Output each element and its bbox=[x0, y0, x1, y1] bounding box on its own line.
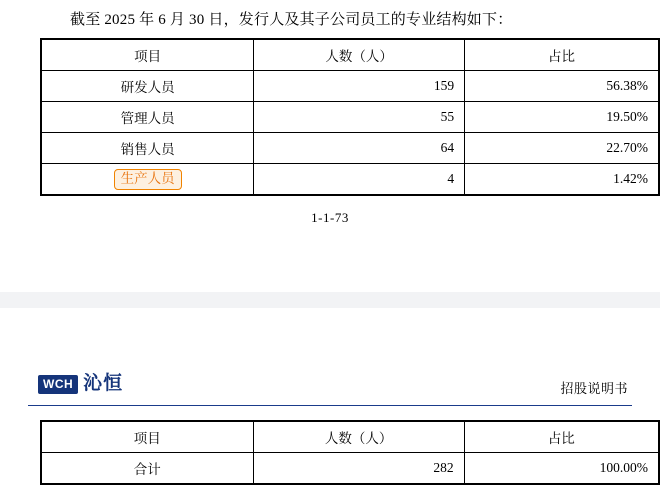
logo-mark-icon: WCH bbox=[38, 375, 78, 394]
highlight-chip: 生产人员 bbox=[114, 169, 182, 190]
cell-item: 管理人员 bbox=[41, 102, 254, 133]
cell-item: 合计 bbox=[41, 453, 253, 485]
header-divider bbox=[28, 405, 632, 406]
table-row bbox=[41, 133, 659, 164]
professional-structure-table bbox=[40, 38, 660, 196]
table-row bbox=[41, 71, 659, 102]
table-header-row bbox=[41, 39, 659, 71]
cell-percent: 1.42% bbox=[465, 164, 659, 196]
intro-paragraph: 截至 2025 年 6 月 30 日，发行人及其子公司员工的专业结构如下： bbox=[70, 12, 513, 28]
cell-item-highlighted bbox=[41, 164, 254, 196]
page-number: 1-1-73 bbox=[311, 210, 349, 225]
table-row-highlighted bbox=[41, 164, 659, 196]
cell-percent: 22.70% bbox=[465, 133, 659, 164]
header-cell-count: 人数（人） bbox=[254, 39, 465, 71]
cell-count: 4 bbox=[254, 164, 465, 196]
header-cell-percent: 占比 bbox=[464, 421, 659, 453]
table-header-row bbox=[41, 421, 659, 453]
page-separator bbox=[0, 292, 660, 308]
header-document-label: 招股说明书 bbox=[560, 381, 628, 396]
table-row-total bbox=[41, 453, 659, 485]
header-cell-count: 人数（人） bbox=[253, 421, 464, 453]
cell-count: 55 bbox=[254, 102, 465, 133]
cell-percent: 56.38% bbox=[465, 71, 659, 102]
cell-count: 159 bbox=[254, 71, 465, 102]
header-cell-percent: 占比 bbox=[465, 39, 659, 71]
cell-count: 64 bbox=[254, 133, 465, 164]
table-row bbox=[41, 102, 659, 133]
cell-item: 销售人员 bbox=[41, 133, 254, 164]
cell-item: 研发人员 bbox=[41, 71, 254, 102]
company-logo bbox=[38, 374, 123, 394]
cell-count: 282 bbox=[253, 453, 464, 485]
page-header bbox=[0, 366, 660, 406]
professional-structure-table-continued bbox=[40, 420, 660, 485]
header-cell-item: 项目 bbox=[41, 39, 254, 71]
header-cell-item: 项目 bbox=[41, 421, 253, 453]
cell-percent: 100.00% bbox=[464, 453, 659, 485]
document-page-two bbox=[0, 308, 660, 485]
cell-percent: 19.50% bbox=[465, 102, 659, 133]
logo-text: 沁恒 bbox=[83, 373, 124, 394]
